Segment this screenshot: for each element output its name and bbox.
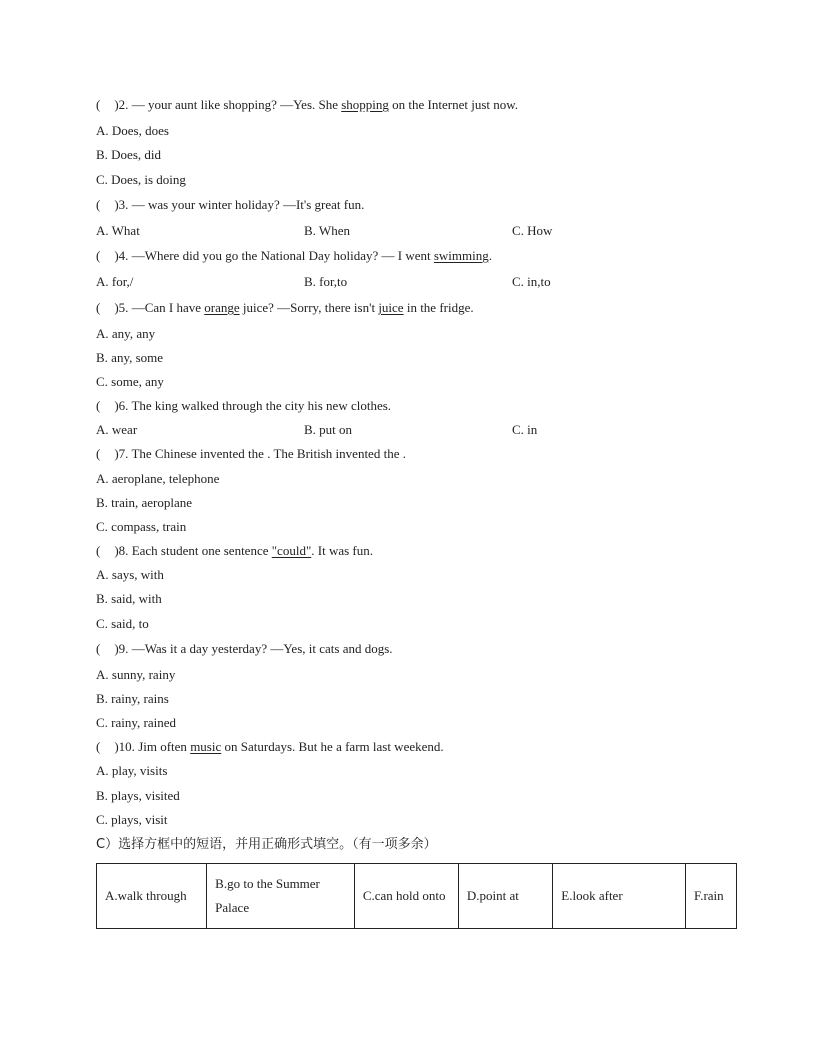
answer-paren-open: ( — [96, 446, 101, 461]
question-10-option-a: A. play, visits — [96, 763, 168, 778]
question-8-stem — [96, 543, 373, 559]
question-5-option-c: C. some, any — [96, 374, 164, 389]
question-number: )9. — [114, 641, 132, 656]
stem-text: on Saturdays. But he a farm last weekend. — [221, 739, 444, 754]
question-8-option-b: B. said, with — [96, 591, 162, 606]
phrase-box — [96, 863, 737, 929]
answer-paren-open: ( — [96, 300, 101, 315]
question-4-option-b: B. for,to — [304, 274, 348, 289]
question-4-options — [0, 274, 816, 290]
question-number: )10. — [114, 739, 139, 754]
question-number: )4. — [114, 248, 132, 263]
question-10-option-b: B. plays, visited — [96, 788, 180, 803]
underlined-word: music — [190, 739, 222, 754]
answer-paren-open: ( — [96, 97, 101, 112]
stem-text: —Can I have — [131, 300, 205, 315]
underlined-word: swimming — [433, 248, 489, 263]
question-6-option-a: A. wear — [96, 422, 138, 437]
stem-text: The Chinese invented the . The British invented the . — [131, 446, 406, 461]
question-4-stem — [96, 248, 492, 264]
answer-paren-open: ( — [96, 197, 101, 212]
underlined-word: "could" — [271, 543, 312, 558]
underlined-word: shopping — [341, 97, 389, 112]
stem-text: — your aunt like shopping? —Yes. She — [131, 97, 342, 112]
stem-text: Jim often — [138, 739, 191, 754]
stem-text: in the fridge. — [403, 300, 474, 315]
question-number: )2. — [114, 97, 132, 112]
answer-paren-open: ( — [96, 248, 101, 263]
answer-paren-open: ( — [96, 543, 101, 558]
stem-text: juice? —Sorry, there isn't — [239, 300, 379, 315]
stem-text: on the Internet just now. — [388, 97, 519, 112]
question-6-options — [0, 422, 816, 438]
question-9-stem — [96, 641, 393, 657]
question-7-stem — [96, 446, 406, 462]
question-10-option-c: C. plays, visit — [96, 812, 168, 827]
question-3-option-b: B. When — [304, 223, 350, 238]
question-5-stem — [96, 300, 474, 316]
question-number: )6. — [114, 398, 132, 413]
question-9-option-a: A. sunny, rainy — [96, 667, 176, 682]
question-3-options — [0, 223, 816, 239]
phrase-cell-f: F.rain — [686, 864, 737, 929]
question-3-option-a: A. What — [96, 223, 140, 238]
phrase-row — [97, 864, 737, 929]
question-number: )5. — [114, 300, 132, 315]
question-5-option-a: A. any, any — [96, 326, 156, 341]
question-10-stem — [96, 739, 444, 755]
question-4-option-c: C. in,to — [512, 274, 551, 289]
question-3-stem — [96, 197, 364, 213]
question-4-option-a: A. for,/ — [96, 274, 134, 289]
question-5-option-b: B. any, some — [96, 350, 164, 365]
question-number: )3. — [114, 197, 132, 212]
question-6-stem — [96, 398, 391, 414]
stem-text: — was your winter holiday? —It's great fun. — [131, 197, 365, 212]
question-2-option-b: B. Does, did — [96, 147, 161, 162]
stem-text: . It was fun. — [311, 543, 373, 558]
section-c-heading: C）选择方框中的短语，并用正确形式填空。（有一项多余） — [96, 837, 437, 852]
question-2-option-c: C. Does, is doing — [96, 172, 186, 187]
underlined-word: orange — [204, 300, 240, 315]
answer-paren-open: ( — [96, 398, 101, 413]
phrase-cell-c: C.can hold onto — [354, 864, 458, 929]
question-7-option-a: A. aeroplane, telephone — [96, 471, 220, 486]
answer-paren-open: ( — [96, 641, 101, 656]
question-6-option-b: B. put on — [304, 422, 353, 437]
stem-text: . — [488, 248, 493, 263]
stem-text: —Was it a day yesterday? —Yes, it cats and dogs. — [131, 641, 393, 656]
question-6-option-c: C. in — [512, 422, 538, 437]
underlined-word: juice — [378, 300, 404, 315]
stem-text: —Where did you go the National Day holiday? — I went — [131, 248, 434, 263]
question-number: )8. — [114, 543, 132, 558]
question-7-option-b: B. train, aeroplane — [96, 495, 193, 510]
phrase-cell-d: D.point at — [458, 864, 552, 929]
question-number: )7. — [114, 446, 132, 461]
phrase-cell-b: B.go to the Summer Palace — [207, 864, 355, 929]
question-8-option-a: A. says, with — [96, 567, 164, 582]
question-3-option-c: C. How — [512, 223, 553, 238]
answer-paren-open: ( — [96, 739, 101, 754]
question-9-option-c: C. rainy, rained — [96, 715, 177, 730]
question-8-option-c: C. said, to — [96, 616, 149, 631]
stem-text: Each student one sentence — [131, 543, 272, 558]
phrase-cell-e: E.look after — [553, 864, 686, 929]
question-2-option-a: A. Does, does — [96, 123, 169, 138]
question-9-option-b: B. rainy, rains — [96, 691, 169, 706]
phrase-cell-a: A.walk through — [97, 864, 207, 929]
question-2-stem — [96, 97, 518, 113]
question-7-option-c: C. compass, train — [96, 519, 187, 534]
stem-text: The king walked through the city his new clothes. — [131, 398, 392, 413]
